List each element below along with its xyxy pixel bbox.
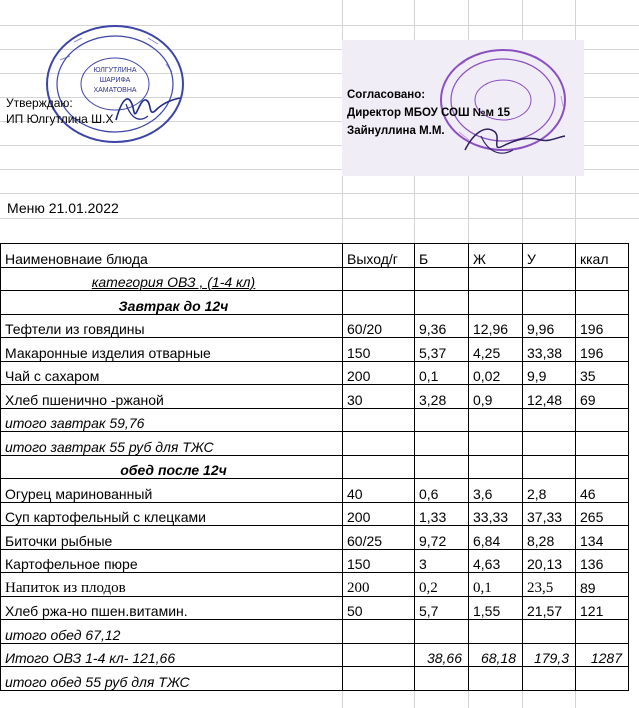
grand-total-row bbox=[1, 643, 629, 667]
fats: 33,33 bbox=[469, 502, 523, 526]
total-row bbox=[1, 620, 629, 644]
table-row bbox=[1, 526, 629, 550]
breakfast-title: Завтрак до 12ч bbox=[1, 291, 343, 315]
lunch-tzhs-total: итого обед 55 руб для ТЖС bbox=[1, 667, 343, 691]
dish-name: Тефтели из говядины bbox=[1, 314, 343, 338]
portion: 200 bbox=[343, 573, 415, 597]
approve-label: Утверждаю: bbox=[6, 96, 73, 110]
section-row bbox=[1, 291, 629, 315]
table-header-row bbox=[1, 244, 629, 268]
proteins: 0,2 bbox=[415, 573, 469, 597]
grid-line bbox=[0, 193, 639, 194]
proteins: 9,72 bbox=[415, 526, 469, 550]
agreed-position: Директор МБОУ СОШ №м 15 bbox=[347, 107, 511, 119]
grand-total-proteins: 38,66 bbox=[415, 643, 469, 667]
portion: 50 bbox=[343, 596, 415, 620]
lunch-total: итого обед 67,12 bbox=[1, 620, 343, 644]
column-header: Выход/г bbox=[343, 244, 415, 268]
kcal: 136 bbox=[576, 549, 629, 573]
dish-name: Напиток из плодов bbox=[1, 573, 343, 597]
table-row bbox=[1, 596, 629, 620]
grand-total-label: Итого ОВЗ 1-4 кл- 121,66 bbox=[1, 643, 343, 667]
table-row bbox=[1, 502, 629, 526]
table-row bbox=[1, 338, 629, 362]
column-header: Ж bbox=[469, 244, 523, 268]
proteins: 9,36 bbox=[415, 314, 469, 338]
section-row bbox=[1, 455, 629, 479]
dish-name: Биточки рыбные bbox=[1, 526, 343, 550]
column-header: У bbox=[523, 244, 576, 268]
dish-name: Суп картофельный с клецками bbox=[1, 502, 343, 526]
carbs: 9,9 bbox=[523, 361, 576, 385]
portion: 200 bbox=[343, 361, 415, 385]
proteins: 1,33 bbox=[415, 502, 469, 526]
kcal: 69 bbox=[576, 385, 629, 409]
kcal: 35 bbox=[576, 361, 629, 385]
fats: 3,6 bbox=[469, 479, 523, 503]
proteins: 3,28 bbox=[415, 385, 469, 409]
proteins: 3 bbox=[415, 549, 469, 573]
lunch-title: обед после 12ч bbox=[1, 455, 343, 479]
total-row bbox=[1, 667, 629, 691]
seal-name-line: ШАРИФА bbox=[99, 77, 131, 84]
approval-block bbox=[6, 96, 113, 126]
table-row bbox=[1, 573, 629, 597]
carbs: 21,57 bbox=[523, 596, 576, 620]
table-row bbox=[1, 385, 629, 409]
kcal: 121 bbox=[576, 596, 629, 620]
column-header: Б bbox=[415, 244, 469, 268]
menu-title: Меню 21.01.2022 bbox=[7, 200, 119, 216]
portion: 150 bbox=[343, 549, 415, 573]
portion: 30 bbox=[343, 385, 415, 409]
fats: 0,9 bbox=[469, 385, 523, 409]
column-header: ккал bbox=[576, 244, 629, 268]
total-row bbox=[1, 432, 629, 456]
seal-name-line: ХАМАТОВНА bbox=[93, 87, 137, 94]
table-row bbox=[1, 314, 629, 338]
menu-table bbox=[0, 243, 629, 691]
kcal: 89 bbox=[576, 573, 629, 597]
kcal: 196 bbox=[576, 338, 629, 362]
left-seal-stamp bbox=[30, 20, 190, 148]
seal-name-line: ЮЛГУТЛИНА bbox=[93, 67, 137, 74]
portion: 40 bbox=[343, 479, 415, 503]
fats: 4,25 bbox=[469, 338, 523, 362]
proteins: 0,1 bbox=[415, 361, 469, 385]
kcal: 196 bbox=[576, 314, 629, 338]
category-label: категория ОВЗ , (1-4 кл) bbox=[1, 267, 343, 291]
proteins: 0,6 bbox=[415, 479, 469, 503]
dish-name: Огурец маринованный bbox=[1, 479, 343, 503]
approver-name: ИП Юлгутлина Ш.Х bbox=[6, 112, 114, 126]
portion: 60/20 bbox=[343, 314, 415, 338]
carbs: 23,5 bbox=[523, 573, 576, 597]
dish-name: Макаронные изделия отварные bbox=[1, 338, 343, 362]
fats: 4,63 bbox=[469, 549, 523, 573]
carbs: 33,38 bbox=[523, 338, 576, 362]
proteins: 5,37 bbox=[415, 338, 469, 362]
dish-name: Хлеб пшенично -ржаной bbox=[1, 385, 343, 409]
grand-total-fats: 68,18 bbox=[469, 643, 523, 667]
grand-total-carbs: 179,3 bbox=[523, 643, 576, 667]
portion: 150 bbox=[343, 338, 415, 362]
agreed-block bbox=[347, 86, 510, 140]
carbs: 37,33 bbox=[523, 502, 576, 526]
table-row bbox=[1, 549, 629, 573]
total-row bbox=[1, 408, 629, 432]
portion: 60/25 bbox=[343, 526, 415, 550]
portion: 200 bbox=[343, 502, 415, 526]
table-row bbox=[1, 361, 629, 385]
grid-line bbox=[0, 218, 639, 219]
breakfast-tzhs-total: итого завтрак 55 руб для ТЖС bbox=[1, 432, 343, 456]
agreed-label: Согласовано: bbox=[347, 89, 426, 101]
dish-name: Картофельное пюре bbox=[1, 549, 343, 573]
dish-name: Чай с сахаром bbox=[1, 361, 343, 385]
column-header: Наименовнаие блюда bbox=[1, 244, 343, 268]
kcal: 46 bbox=[576, 479, 629, 503]
fats: 0,1 bbox=[469, 573, 523, 597]
agreed-person: Зайнуллина М.М. bbox=[347, 125, 445, 137]
carbs: 12,48 bbox=[523, 385, 576, 409]
fats: 6,84 bbox=[469, 526, 523, 550]
grand-total-kcal: 1287 bbox=[576, 643, 629, 667]
breakfast-total: итого завтрак 59,76 bbox=[1, 408, 343, 432]
kcal: 134 bbox=[576, 526, 629, 550]
category-row bbox=[1, 267, 629, 291]
proteins: 5,7 bbox=[415, 596, 469, 620]
carbs: 9,96 bbox=[523, 314, 576, 338]
fats: 1,55 bbox=[469, 596, 523, 620]
carbs: 20,13 bbox=[523, 549, 576, 573]
fats: 12,96 bbox=[469, 314, 523, 338]
table-row bbox=[1, 479, 629, 503]
kcal: 265 bbox=[576, 502, 629, 526]
fats: 0,02 bbox=[469, 361, 523, 385]
carbs: 8,28 bbox=[523, 526, 576, 550]
dish-name: Хлеб ржа-но пшен.витамин. bbox=[1, 596, 343, 620]
carbs: 2,8 bbox=[523, 479, 576, 503]
